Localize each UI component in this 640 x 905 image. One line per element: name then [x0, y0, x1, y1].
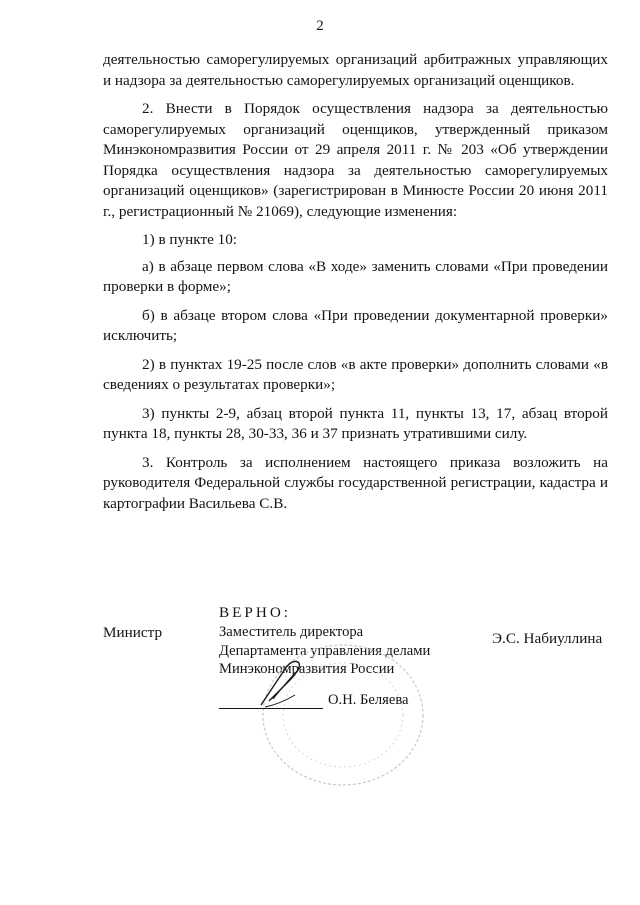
page-number: 2: [316, 18, 324, 34]
paragraph-subitem-1a: а) в абзаце первом слова «В ходе» заменить словами «При проведении проверки в форме»;: [103, 257, 608, 295]
paragraph-continuation: деятельностью саморегулируемых организаций арбитражных управляющих и надзора за деятельностью саморегулируемых организаций оценщиков.: [103, 51, 608, 89]
certifier-name: О.Н. Беляева: [328, 692, 409, 708]
document-body: [103, 50, 608, 522]
paragraph-subitem-2: 2) в пунктах 19-25 после слов «в акте проверки» дополнить словами «в сведениях о результатах проверки»;: [103, 355, 608, 393]
certifier-line-2: Департамента управления делами: [219, 642, 431, 659]
paragraph-subitem-1b: б) в абзаце втором слова «При проведении документарной проверки» исключить;: [103, 306, 608, 344]
signature-line: [219, 708, 323, 709]
minister-title: Министр: [103, 624, 163, 641]
certifier-line-3: Минэкономразвития России: [219, 661, 395, 677]
certifier-line-1: Заместитель директора: [219, 624, 364, 640]
handwritten-signature: [255, 655, 315, 710]
paragraph-item-2: 2. Внести в Порядок осуществления надзора за деятельностью саморегулируемых организаций оценщиков, утвержденный приказом Минэкономразвития России от 29 апреля 2011 г. № 203 «Об утверждении Порядка осуществления надзора за деятельностью саморегулируемых организаций оценщиков» (зарегистрирован в Минюсте России 20 июня 2011 г., регистрационный № 21069), следующие изменения:: [103, 100, 608, 220]
minister-name: Э.С. Набиуллина: [492, 630, 603, 647]
paragraph-item-3: 3. Контроль за исполнением настоящего приказа возложить на руководителя Федеральной службы государственной регистрации, кадастра и картографии Васильева С.В.: [103, 453, 608, 512]
paragraph-subitem-1: 1) в пункте 10:: [142, 231, 238, 248]
certification-mark: ВЕРНО:: [219, 604, 292, 621]
paragraph-subitem-3: 3) пункты 2-9, абзац второй пункта 11, пункты 13, 17, абзац второй пункта 18, пункты 28, 30-33, 36 и 37 признать утратившими силу.: [103, 404, 608, 442]
